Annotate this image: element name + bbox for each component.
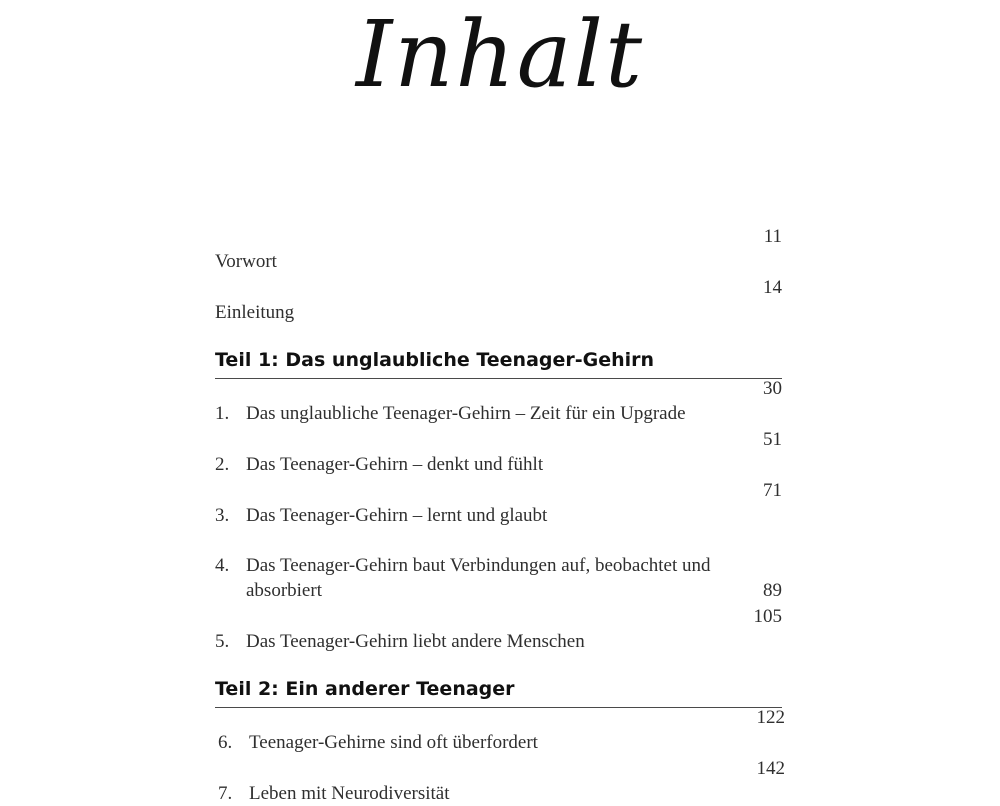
chapter-title: Teenager-Gehirne sind oft überfordert: [249, 732, 538, 753]
toc-entry-page: 11: [763, 226, 782, 247]
toc-part-heading: Teil 1: Das unglaubliche Teenager-Gehirn: [215, 345, 782, 379]
toc-part-heading: Teil 2: Ein anderer Teenager: [215, 674, 782, 708]
chapter-title: Das Teenager-Gehirn – denkt und fühlt: [246, 454, 544, 475]
chapter-number: 3.: [215, 505, 230, 526]
chapter-title: Leben mit Neurodiversität: [249, 783, 450, 804]
page-title: Inhalt: [355, 1, 645, 108]
chapter-number: 6.: [218, 732, 233, 753]
chapter-page: 30: [763, 378, 782, 399]
chapter-number: 2.: [215, 454, 230, 475]
chapter-page: 122: [756, 707, 785, 728]
chapter-title: Das Teenager-Gehirn baut Verbindungen auf, beobachtet und absorbiert: [246, 555, 711, 601]
chapter-page: 71: [763, 480, 782, 501]
chapter-number: 5.: [215, 631, 230, 652]
chapter-number: 7.: [218, 783, 233, 804]
chapter-title: Das Teenager-Gehirn liebt andere Menschen: [246, 631, 585, 652]
chapter-number: 4.: [215, 555, 230, 576]
chapter-number: 1.: [215, 403, 230, 424]
toc-entry-label: Vorwort: [215, 251, 277, 272]
toc-entry-page: 14: [763, 277, 782, 298]
chapter-page: 51: [763, 429, 782, 450]
chapter-page: 89: [763, 580, 782, 601]
chapter-title: Das Teenager-Gehirn – lernt und glaubt: [246, 505, 548, 526]
toc-chapter-entry[interactable]: [215, 553, 782, 603]
chapter-page: 105: [753, 606, 782, 627]
toc-entry-label: Einleitung: [215, 302, 295, 323]
chapter-page: 142: [756, 758, 785, 779]
chapter-title: Das unglaubliche Teenager-Gehirn – Zeit für ein Upgrade: [246, 403, 686, 424]
